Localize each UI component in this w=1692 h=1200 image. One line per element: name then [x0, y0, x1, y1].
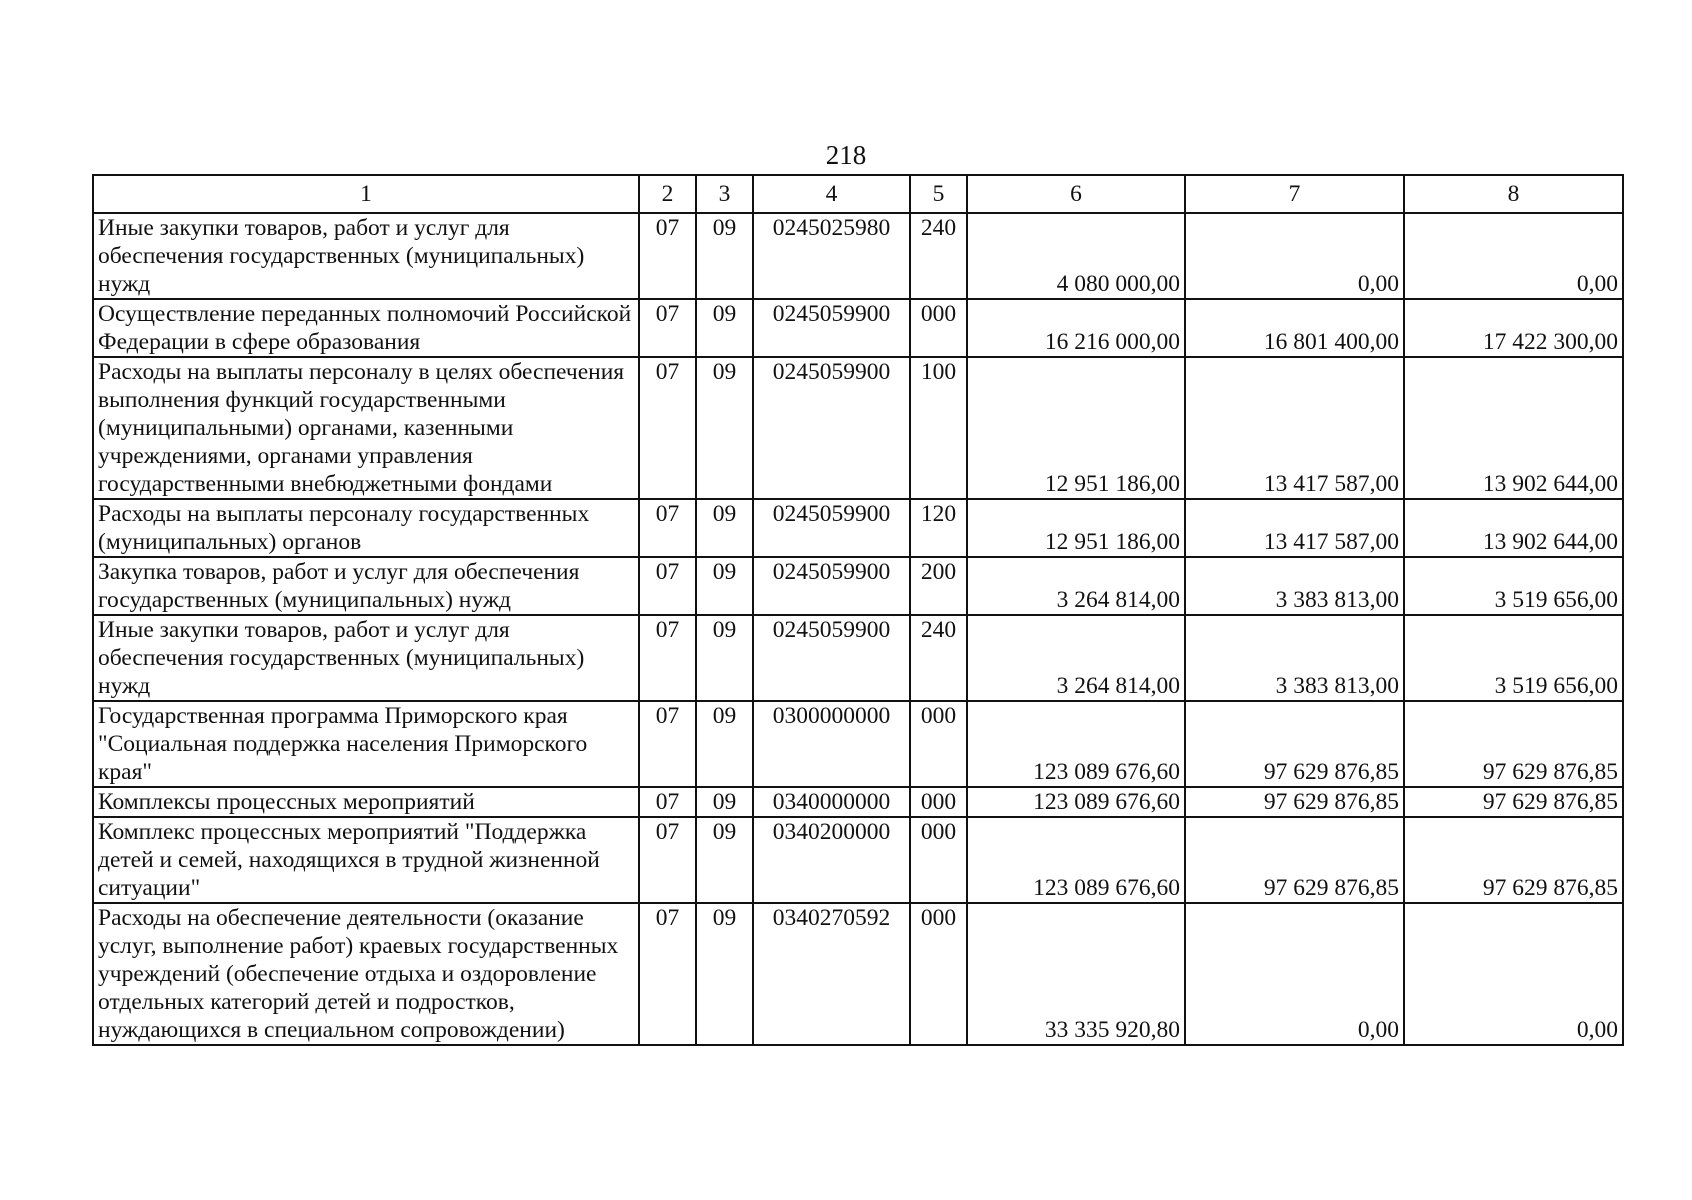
section-code: 07 — [639, 817, 696, 903]
target-article-code: 0245059900 — [753, 299, 910, 357]
section-code: 07 — [639, 499, 696, 557]
target-article-code: 0245059900 — [753, 357, 910, 499]
column-header: 3 — [696, 175, 753, 213]
amount-col8: 97 629 876,85 — [1404, 701, 1623, 787]
expense-type-code: 120 — [910, 499, 967, 557]
expense-name: Комплексы процессных мероприятий — [93, 787, 639, 817]
expense-type-code: 240 — [910, 615, 967, 701]
expense-name: Расходы на выплаты персоналу в целях обеспечения выполнения функций государственными (муниципальными) органами, казенными учреждениями, органами управления государственными внебюджетными фондами — [93, 357, 639, 499]
header-row — [93, 175, 1623, 213]
target-article-code: 0245059900 — [753, 499, 910, 557]
amount-col8: 13 902 644,00 — [1404, 357, 1623, 499]
subsection-code: 09 — [696, 615, 753, 701]
table-row — [93, 213, 1623, 299]
table-row — [93, 701, 1623, 787]
expense-name: Комплекс процессных мероприятий "Поддержка детей и семей, находящихся в трудной жизненной ситуации" — [93, 817, 639, 903]
amount-col7: 97 629 876,85 — [1185, 701, 1404, 787]
column-header: 1 — [93, 175, 639, 213]
table-row — [93, 615, 1623, 701]
expense-name: Закупка товаров, работ и услуг для обеспечения государственных (муниципальных) нужд — [93, 557, 639, 615]
amount-col7: 13 417 587,00 — [1185, 357, 1404, 499]
table-row — [93, 357, 1623, 499]
expense-type-code: 240 — [910, 213, 967, 299]
amount-col6: 33 335 920,80 — [967, 903, 1185, 1045]
amount-col6: 3 264 814,00 — [967, 557, 1185, 615]
section-code: 07 — [639, 299, 696, 357]
amount-col7: 13 417 587,00 — [1185, 499, 1404, 557]
amount-col7: 16 801 400,00 — [1185, 299, 1404, 357]
section-code: 07 — [639, 903, 696, 1045]
table-row — [93, 903, 1623, 1045]
budget-table — [92, 174, 1624, 1046]
section-code: 07 — [639, 213, 696, 299]
subsection-code: 09 — [696, 499, 753, 557]
section-code: 07 — [639, 357, 696, 499]
target-article-code: 0245025980 — [753, 213, 910, 299]
amount-col6: 123 089 676,60 — [967, 701, 1185, 787]
amount-col6: 16 216 000,00 — [967, 299, 1185, 357]
expense-type-code: 200 — [910, 557, 967, 615]
expense-type-code: 000 — [910, 817, 967, 903]
amount-col6: 12 951 186,00 — [967, 499, 1185, 557]
subsection-code: 09 — [696, 701, 753, 787]
column-header: 6 — [967, 175, 1185, 213]
column-header: 5 — [910, 175, 967, 213]
section-code: 07 — [639, 557, 696, 615]
amount-col6: 12 951 186,00 — [967, 357, 1185, 499]
expense-name: Иные закупки товаров, работ и услуг для обеспечения государственных (муниципальных) нужд — [93, 615, 639, 701]
column-header: 2 — [639, 175, 696, 213]
expense-name: Государственная программа Приморского края "Социальная поддержка населения Приморского края" — [93, 701, 639, 787]
amount-col8: 0,00 — [1404, 903, 1623, 1045]
table-row — [93, 499, 1623, 557]
page-number: 218 — [825, 140, 867, 170]
expense-type-code: 000 — [910, 903, 967, 1045]
expense-type-code: 000 — [910, 701, 967, 787]
expense-name: Осуществление переданных полномочий Российской Федерации в сфере образования — [93, 299, 639, 357]
column-header: 7 — [1185, 175, 1404, 213]
subsection-code: 09 — [696, 903, 753, 1045]
target-article-code: 0340270592 — [753, 903, 910, 1045]
section-code: 07 — [639, 787, 696, 817]
column-header: 4 — [753, 175, 910, 213]
expense-type-code: 000 — [910, 787, 967, 817]
section-code: 07 — [639, 615, 696, 701]
expense-name: Расходы на обеспечение деятельности (оказание услуг, выполнение работ) краевых государственных учреждений (обеспечение отдыха и оздоровление отдельных категорий детей и подростков, нуждающихся в специальном сопровождении) — [93, 903, 639, 1045]
amount-col8: 13 902 644,00 — [1404, 499, 1623, 557]
amount-col7: 3 383 813,00 — [1185, 557, 1404, 615]
subsection-code: 09 — [696, 557, 753, 615]
table-row — [93, 787, 1623, 817]
subsection-code: 09 — [696, 213, 753, 299]
expense-type-code: 000 — [910, 299, 967, 357]
column-header: 8 — [1404, 175, 1623, 213]
subsection-code: 09 — [696, 357, 753, 499]
amount-col7: 97 629 876,85 — [1185, 787, 1404, 817]
amount-col8: 3 519 656,00 — [1404, 557, 1623, 615]
amount-col8: 17 422 300,00 — [1404, 299, 1623, 357]
amount-col8: 0,00 — [1404, 213, 1623, 299]
amount-col6: 3 264 814,00 — [967, 615, 1185, 701]
subsection-code: 09 — [696, 787, 753, 817]
subsection-code: 09 — [696, 299, 753, 357]
subsection-code: 09 — [696, 817, 753, 903]
amount-col8: 97 629 876,85 — [1404, 817, 1623, 903]
amount-col6: 123 089 676,60 — [967, 787, 1185, 817]
amount-col6: 4 080 000,00 — [967, 213, 1185, 299]
amount-col8: 97 629 876,85 — [1404, 787, 1623, 817]
amount-col6: 123 089 676,60 — [967, 817, 1185, 903]
expense-name: Расходы на выплаты персоналу государственных (муниципальных) органов — [93, 499, 639, 557]
target-article-code: 0340000000 — [753, 787, 910, 817]
amount-col8: 3 519 656,00 — [1404, 615, 1623, 701]
table-row — [93, 557, 1623, 615]
target-article-code: 0300000000 — [753, 701, 910, 787]
table-row — [93, 299, 1623, 357]
target-article-code: 0245059900 — [753, 615, 910, 701]
target-article-code: 0245059900 — [753, 557, 910, 615]
expense-type-code: 100 — [910, 357, 967, 499]
expense-name: Иные закупки товаров, работ и услуг для обеспечения государственных (муниципальных) нужд — [93, 213, 639, 299]
amount-col7: 0,00 — [1185, 213, 1404, 299]
table-row — [93, 817, 1623, 903]
section-code: 07 — [639, 701, 696, 787]
amount-col7: 0,00 — [1185, 903, 1404, 1045]
target-article-code: 0340200000 — [753, 817, 910, 903]
amount-col7: 97 629 876,85 — [1185, 817, 1404, 903]
amount-col7: 3 383 813,00 — [1185, 615, 1404, 701]
